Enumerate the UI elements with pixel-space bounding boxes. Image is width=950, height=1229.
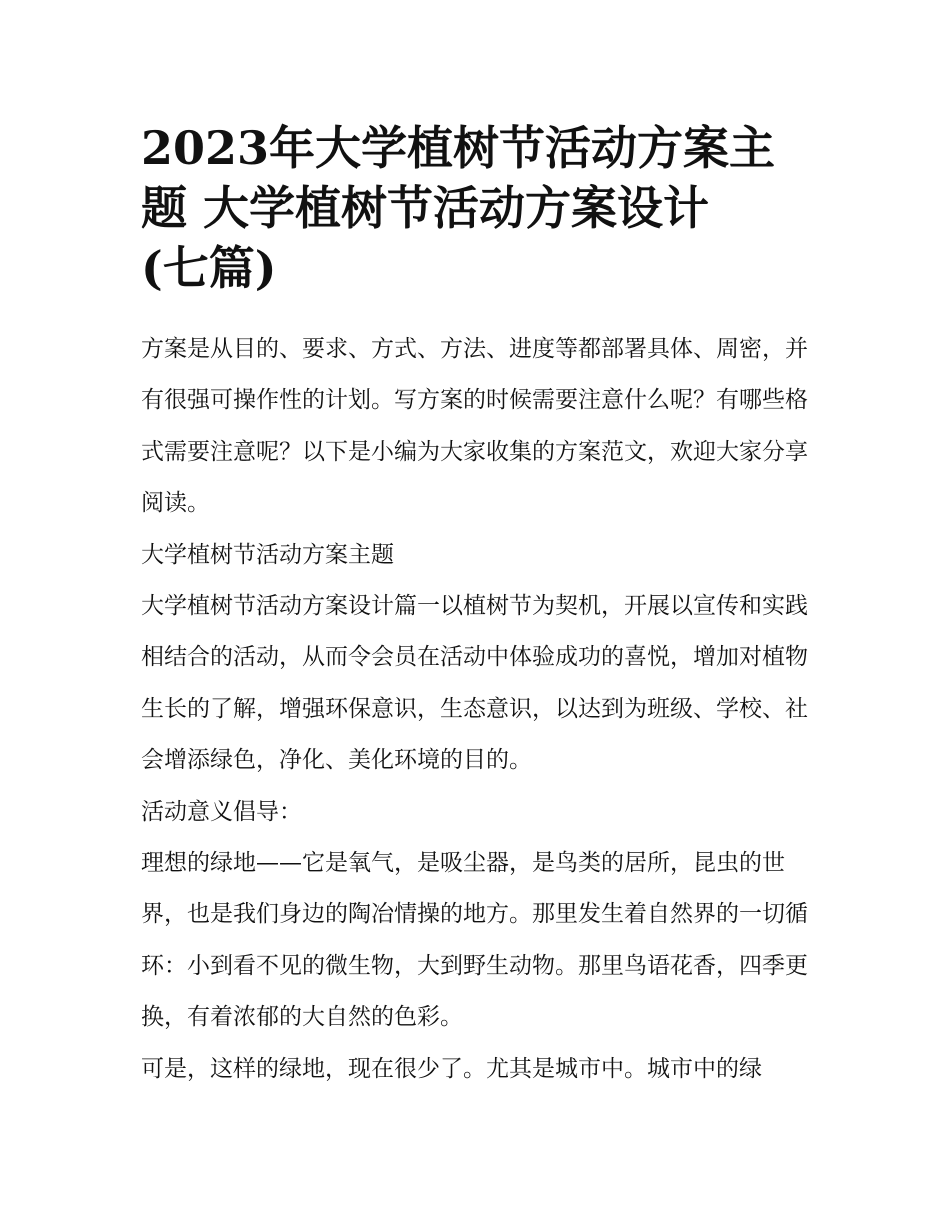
- document-page: [141, 118, 813, 1095]
- body-paragraph: 理想的绿地——它是氧气，是吸尘器，是鸟类的居所，昆虫的世界，也是我们身边的陶冶情操的地方。那里发生着自然界的一切循环：小到看不见的微生物，大到野生动物。那里鸟语花香，四季更换，有着浓郁的大自然的色彩。: [141, 850, 808, 1031]
- title-line-2: 题 大学植树节活动方案设计: [141, 181, 710, 235]
- title-line-3: (七篇): [141, 241, 277, 295]
- body-paragraph: 大学植树节活动方案设计篇一以植树节为契机，开展以宣传和实践相结合的活动，从而令会员在活动中体验成功的喜悦，增加对植物生长的了解，增强环保意识，生态意识，以达到为班级、学校、社会增添绿色，净化、美化环境的目的。: [141, 593, 808, 774]
- title-line-1: 2023年大学植树节活动方案主: [141, 121, 776, 175]
- section-heading: 大学植树节活动方案主题: [141, 541, 394, 568]
- intro-paragraph: 方案是从目的、要求、方式、方法、进度等都部署具体、周密，并有很强可操作性的计划。写方案的时候需要注意什么呢？有哪些格式需要注意呢？以下是小编为大家收集的方案范文，欢迎大家分享阅读。: [141, 336, 808, 517]
- document-title: [141, 118, 813, 298]
- body-paragraph: 可是，这样的绿地，现在很少了。尤其是城市中。城市中的绿: [141, 1055, 762, 1082]
- subsection-heading: 活动意义倡导：: [141, 798, 302, 825]
